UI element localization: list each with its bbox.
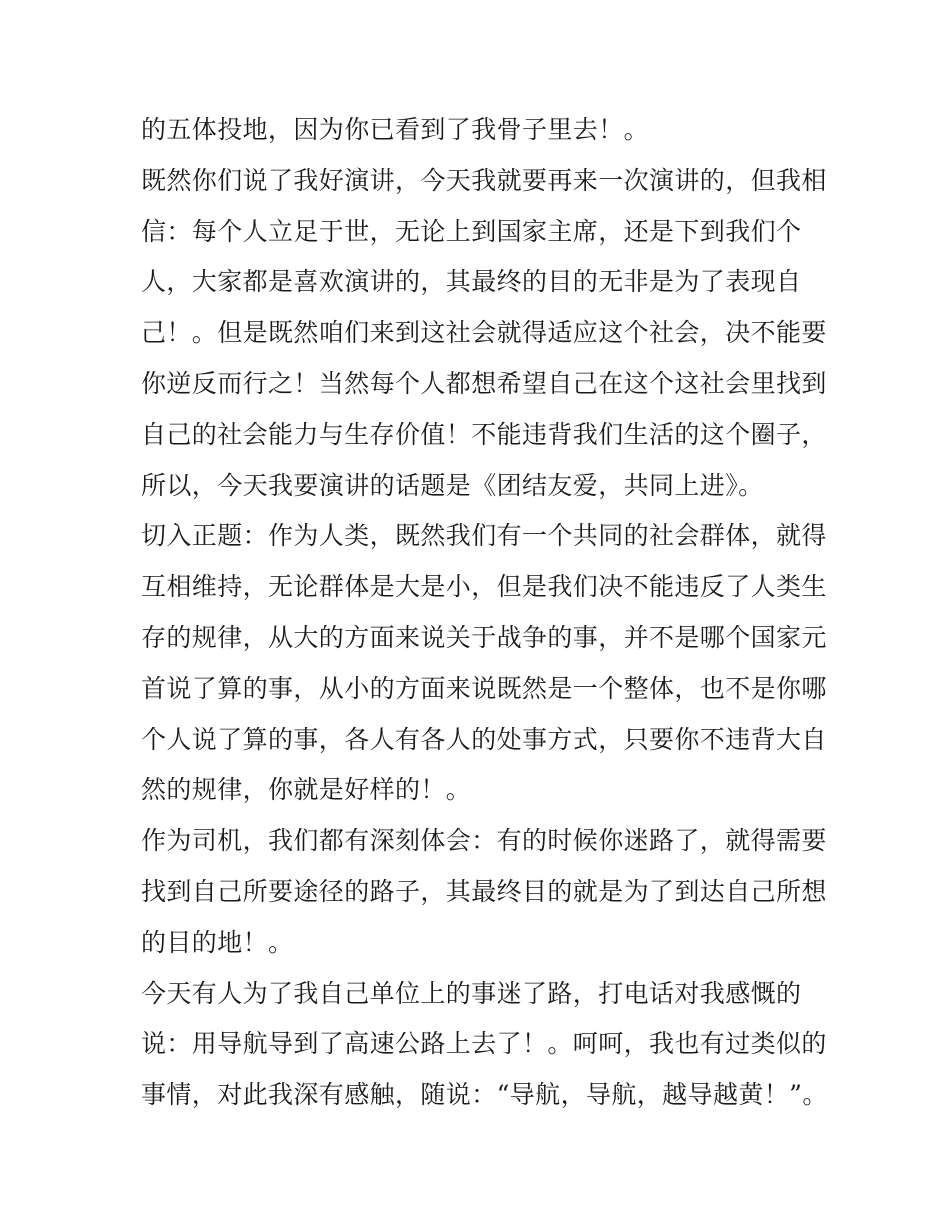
text-line: 切入正题：作为人类，既然我们有一个共同的社会群体，就得 (141, 521, 827, 551)
text-line: 找到自己所要途径的路子，其最终目的就是为了到达自己所想 (141, 876, 827, 906)
text-line: 事情，对此我深有感触，随说：“导航，导航，越导越黄！”。 (141, 1080, 828, 1110)
text-line: 首说了算的事，从小的方面来说既然是一个整体，也不是你哪 (141, 673, 827, 703)
text-line: 个人说了算的事，各人有各人的处事方式，只要你不违背大自 (141, 724, 827, 754)
body-text (141, 105, 828, 1121)
text-line: 说：用导航导到了高速公路上去了！。呵呵，我也有过类似的 (141, 1029, 827, 1059)
text-line: 互相维持，无论群体是大是小，但是我们决不能违反了人类生 (141, 572, 827, 602)
text-line: 所以，今天我要演讲的话题是《团结友爱，共同上进》。 (141, 470, 764, 500)
text-line: 的目的地！。 (141, 927, 294, 957)
text-line: 存的规律，从大的方面来说关于战争的事，并不是哪个国家元 (141, 622, 827, 652)
text-line: 然的规律，你就是好样的！。 (141, 775, 472, 805)
text-line: 的五体投地，因为你已看到了我骨子里去！。 (141, 115, 650, 144)
text-line: 今天有人为了我自己单位上的事迷了路，打电话对我感慨的 (141, 978, 802, 1008)
text-line: 既然你们说了我好演讲，今天我就要再来一次演讲的，但我相 (141, 165, 827, 195)
text-line: 你逆反而行之！当然每个人都想希望自己在这个这社会里找到 (141, 368, 827, 398)
text-line: 自己的社会能力与生存价值！不能违背我们生活的这个圈子， (141, 419, 827, 449)
text-line: 己！。但是既然咱们来到这社会就得适应这个社会，决不能要 (141, 318, 827, 348)
text-line: 信：每个人立足于世，无论上到国家主席，还是下到我们个 (141, 216, 802, 246)
text-line: 作为司机，我们都有深刻体会：有的时候你迷路了，就得需要 (141, 826, 827, 856)
text-line: 人，大家都是喜欢演讲的，其最终的目的无非是为了表现自 (141, 267, 802, 297)
